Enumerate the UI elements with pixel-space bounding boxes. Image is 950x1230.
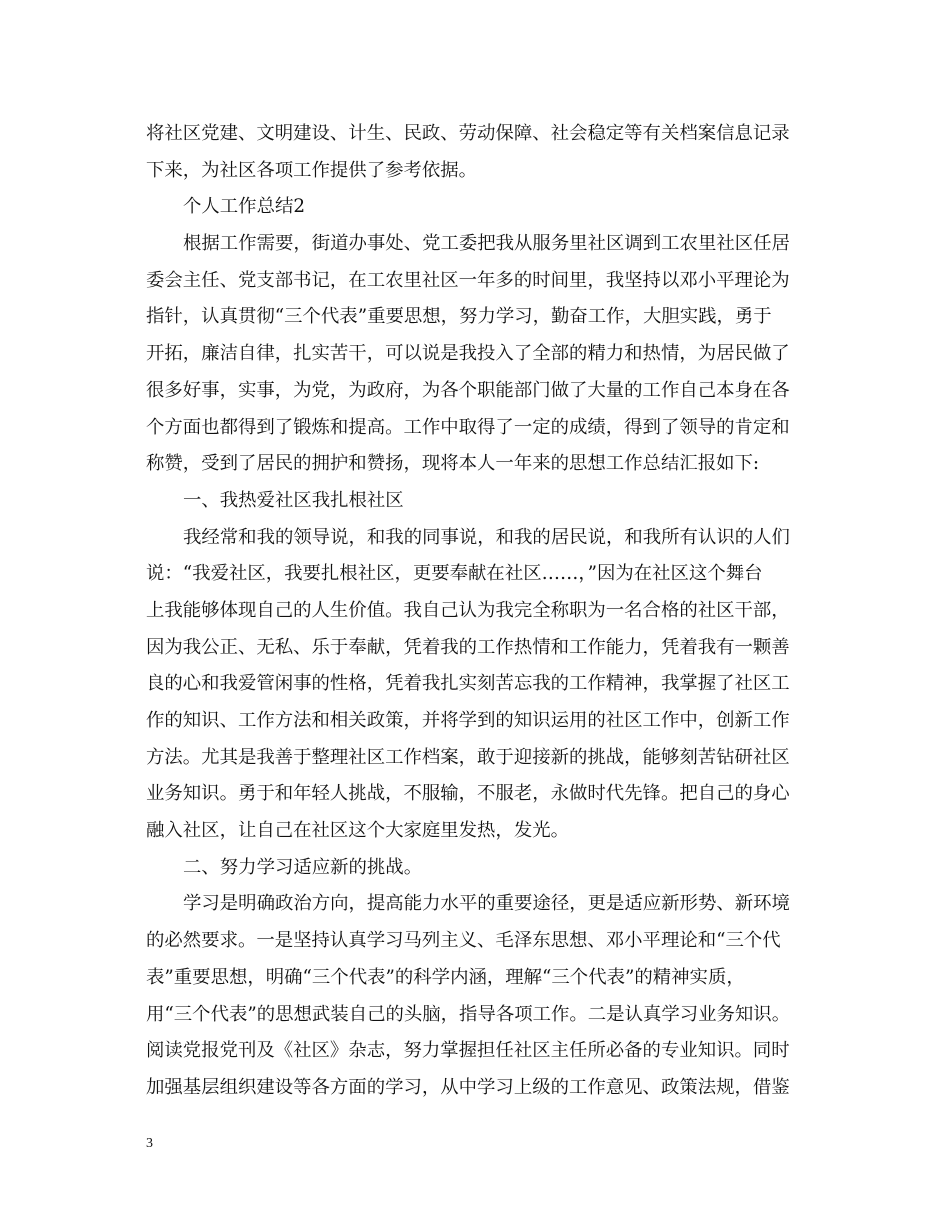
text-line: 作的知识、工作方法和相关政策，并将学到的知识运用的社区工作中，创新工作 (146, 710, 790, 731)
text-line: 委会主任、党支部书记，在工农里社区一年多的时间里，我坚持以邓小平理论为 (146, 269, 790, 291)
text-line: 将社区党建、文明建设、计生、民政、劳动保障、社会稳定等有关档案信息记录 (146, 123, 790, 144)
text-line: 融入社区，让自己在社区这个大家庭里发热，发光。 (146, 820, 569, 842)
text-line: 方法。尤其是我善于整理社区工作档案，敢于迎接新的挑战，能够刻苦钻研社区 (146, 746, 790, 768)
text-line: 学习是明确政治方向，提高能力水平的重要途径，更是适应新形势、新环境 (183, 893, 790, 915)
text-line: 称赞，受到了居民的拥护和赞扬，现将本人一年来的思想工作总结汇报如下: (146, 453, 760, 475)
text-line: 阅读党报党刊及《社区》杂志，努力掌握担任社区主任所必备的专业知识。同时 (146, 1040, 790, 1062)
text-line: 因为我公正、无私、乐于奉献，凭着我的工作热情和工作能力，凭着我有一颗善 (146, 636, 790, 658)
text-line: 良的心和我爱管闲事的性格，凭着我扎实刻苦忘我的工作精神，我掌握了社区工 (146, 673, 790, 695)
text-line: 根据工作需要，街道办事处、党工委把我从服务里社区调到工农里社区任居 (183, 233, 790, 255)
section-heading: 一、我热爱社区我扎根社区 (183, 489, 404, 511)
document-body (146, 116, 810, 1107)
section-heading: 二、努力学习适应新的挑战。 (183, 856, 423, 878)
text-line: 加强基层组织建设等各方面的学习，从中学习上级的工作意见、政策法规，借鉴 (146, 1076, 790, 1098)
text-line: 业务知识。勇于和年轻人挑战，不服输，不服老，永做时代先锋。把自己的身心 (146, 783, 790, 805)
text-line: 用“三个代表”的思想武装自己的头脑，指导各项工作。二是认真学习业务知识。 (146, 1003, 791, 1025)
text-line: 的必然要求。一是坚持认真学习马列主义、毛泽东思想、邓小平理论和“三个代 (146, 930, 781, 952)
text-line: 上我能够体现自己的人生价值。我自己认为我完全称职为一名合格的社区干部， (146, 599, 790, 621)
section-title: 个人工作总结2 (183, 196, 306, 218)
text-line: 指针，认真贯彻“三个代表”重要思想，努力学习，勤奋工作，大胆实践，勇于 (146, 306, 772, 328)
text-line: 下来，为社区各项工作提供了参考依据。 (146, 159, 478, 181)
text-line: 我经常和我的领导说，和我的同事说，和我的居民说，和我所有认识的人们 (183, 526, 790, 548)
text-line: 表”重要思想，明确“三个代表”的科学内涵，理解“三个代表”的精神实质， (146, 966, 745, 988)
text-line: 很多好事，实事，为党，为政府，为各个职能部门做了大量的工作自己本身在各 (146, 379, 790, 401)
text-line: 说：“我爱社区，我要扎根社区，更要奉献在社区……，”因为在社区这个舞台 (146, 563, 763, 585)
text-line: 开拓，廉洁自律，扎实苦干，可以说是我投入了全部的精力和热情，为居民做了 (146, 343, 790, 365)
page-number: 3 (146, 1136, 153, 1151)
text-line: 个方面也都得到了锻炼和提高。工作中取得了一定的成绩，得到了领导的肯定和 (146, 416, 790, 438)
